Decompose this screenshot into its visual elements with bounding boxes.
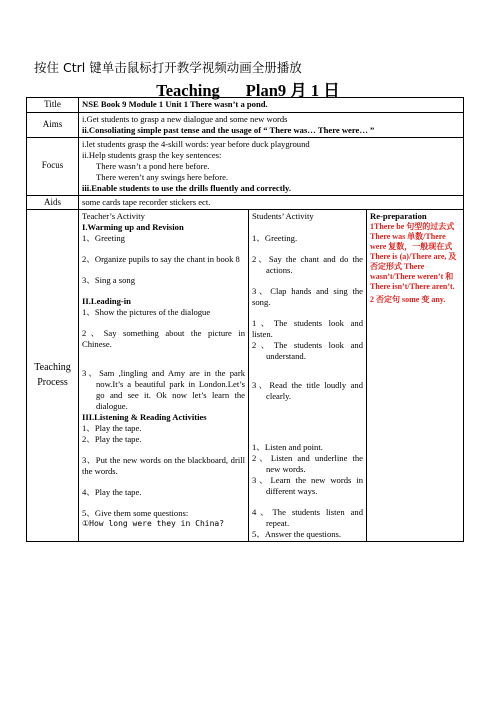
- teacher-step: 1、Show the pictures of the dialogue: [82, 307, 211, 318]
- process-label-top: Teaching: [34, 362, 71, 374]
- re-preparation-note-1: 1There be 句型的过去式 There was 单数/There were 复数，一般现在式 There is (a)/There are, 及否定形式 There wasn’t/There weren’t 和 There isn’t/There aren’t.: [370, 222, 457, 292]
- heading-teaching: Teaching: [156, 81, 220, 100]
- section-warming-up: I.Warming up and Revision: [82, 222, 184, 233]
- student-step: 4、The students listen and repeat.: [252, 507, 363, 529]
- process-label-bottom: Process: [37, 376, 68, 388]
- heading-plan-date: Plan9 月 1 日: [245, 81, 340, 100]
- student-step: 2、Say the chant and do the actions.: [252, 254, 363, 276]
- aims-line-1: i.Get students to grasp a new dialogue and some new words: [82, 113, 288, 124]
- process-row: [27, 210, 464, 542]
- teacher-question: ①How long were they in China?: [82, 519, 225, 529]
- title-value: NSE Book 9 Module 1 Unit 1 There wasn’t a pond.: [79, 98, 464, 113]
- teacher-step: 3、Sam ,lingling and Amy are in the park now.It’s a beautiful park in London.Let’s go and see it. Ok now let’s learn the dialogue.: [82, 368, 245, 412]
- teacher-step: 2、Organize pupils to say the chant in book 8: [82, 254, 240, 265]
- student-step: 2、The students look and understand.: [252, 340, 363, 362]
- section-listening-reading: III.Listening & Reading Activities: [82, 412, 207, 423]
- student-step: 3、Learn the new words in different ways.: [252, 475, 363, 497]
- focus-line-4: There weren’t any swings here before.: [96, 171, 229, 182]
- aims-content: [79, 112, 464, 137]
- ctrl-click-notice[interactable]: 按住 Ctrl 键单击鼠标打开教学视频动画全册播放: [34, 60, 302, 75]
- student-step: 1、The students look and listen.: [252, 318, 363, 340]
- aids-label: Aids: [27, 195, 79, 210]
- teacher-activity-cell: [79, 210, 249, 542]
- student-step: 1、Greeting.: [252, 233, 298, 244]
- re-preparation-note-2: 2 否定句 some 变 any.: [370, 295, 446, 305]
- focus-line-2: ii.Help students grasp the key sentences:: [82, 149, 222, 160]
- title-label: Title: [27, 98, 79, 113]
- students-activity-header: Students’ Activity: [252, 211, 314, 222]
- teacher-step: 1、Greeting: [82, 233, 125, 244]
- teacher-step: 3、Sing a song: [82, 275, 135, 286]
- re-preparation-header: Re-preparation: [370, 211, 427, 222]
- lesson-plan-table: [26, 97, 464, 542]
- teacher-step: 5、Give them some questions:: [82, 508, 189, 519]
- focus-line-5: iii.Enable students to use the drills fluently and correctly.: [82, 182, 291, 193]
- teacher-step: 2、Say something about the picture in Chinese.: [82, 328, 245, 350]
- student-step: 1、Listen and point.: [252, 442, 323, 453]
- student-step: 2、Listen and underline the new words.: [252, 453, 363, 475]
- student-step: 5、Answer the questions.: [252, 529, 342, 540]
- focus-row: [27, 137, 464, 195]
- section-leading-in: II.Leading-in: [82, 296, 131, 307]
- aids-value: some cards tape recorder stickers ect.: [79, 195, 464, 210]
- focus-label: Focus: [27, 137, 79, 195]
- students-activity-cell: [249, 210, 367, 542]
- aids-row: [27, 195, 464, 210]
- teaching-process-label: [27, 210, 79, 542]
- aims-line-2: ii.Consoliating simple past tense and the usage of “ There was… There were… ”: [82, 124, 375, 135]
- student-step: 3、Clap hands and sing the song.: [252, 286, 363, 308]
- aims-row: [27, 112, 464, 137]
- student-step: 3、Read the title loudly and clearly.: [252, 380, 363, 402]
- teacher-step: 2、Play the tape.: [82, 434, 142, 445]
- teacher-step: 3、Put the new words on the blackboard, drill the words.: [82, 455, 245, 477]
- teacher-activity-header: Teacher’s Activity: [82, 211, 145, 222]
- re-preparation-cell: [367, 210, 464, 542]
- teacher-step: 4、Play the tape.: [82, 487, 142, 498]
- title-row: [27, 98, 464, 113]
- aims-label: Aims: [27, 112, 79, 137]
- teacher-step: 1、Play the tape.: [82, 423, 142, 434]
- focus-line-3: There wasn’t a pond here before.: [96, 160, 210, 171]
- focus-line-1: i.let students grasp the 4-skill words: year before duck playground: [82, 138, 310, 149]
- focus-content: [79, 137, 464, 195]
